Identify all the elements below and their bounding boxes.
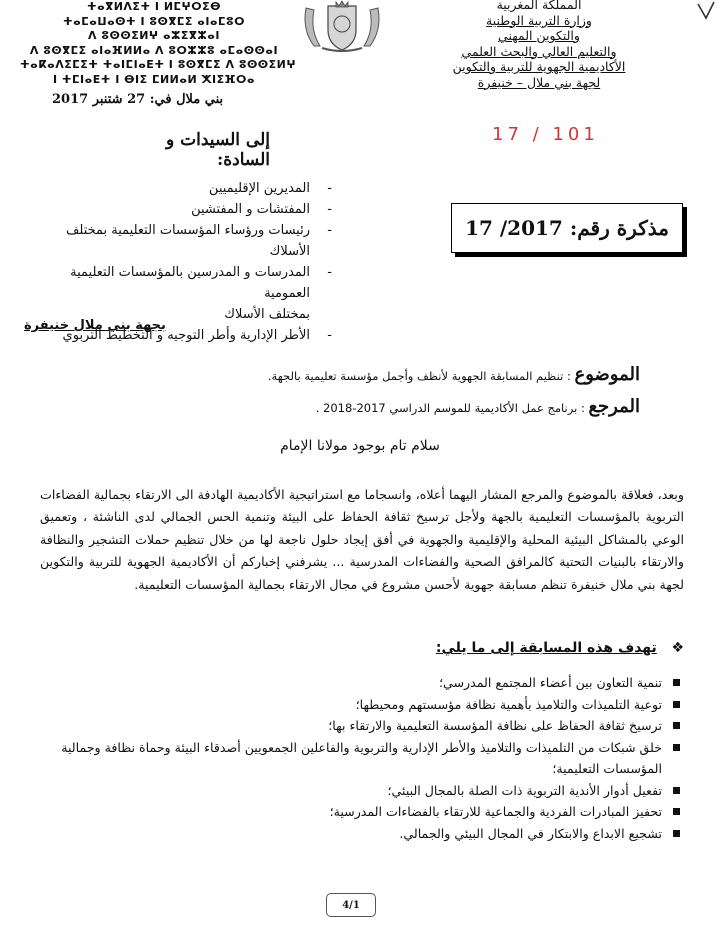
memo-number: 17 /2017 — [465, 216, 563, 240]
tifinagh-line: ⵜⴰⴳⵍⴷⵉⵜ ⵏ ⵍⵎⵖⵔⵉⴱ — [86, 0, 221, 13]
greeting: سلام تام بوجود مولانا الإمام — [280, 438, 440, 454]
region-line: بجهة بني ملال خنيفرة — [24, 318, 166, 333]
reference-label: المرجع — [588, 396, 640, 417]
square-bullet-icon — [673, 808, 680, 815]
subject-text: : تنظيم المسابقة الجهوية لأنظف وأجمل مؤسسة تعليمية بالجهة. — [267, 369, 571, 383]
goal-item: توعية التلميذات والتلاميذ بأهمية نظافة مؤسستهم ومحيطها؛ — [36, 694, 684, 716]
square-bullet-icon — [673, 722, 680, 729]
recipient-item: - الأطر الإدارية وأطر التوجيه و التخطيط التربوي — [62, 328, 332, 343]
page-number: 4/1 — [326, 893, 376, 917]
header-arabic — [374, 0, 704, 90]
arabic-header-line: وزارة التربية الوطنية — [486, 12, 592, 28]
tifinagh-line: ⴷ ⵓⵙⴳⵎⵉ ⴰⵏⴰⴼⵍⵍⴰ ⴷ ⵓⵔⵣⵣⵓ ⴰⵎⴰⵙⵙⴰⵏ — [29, 43, 279, 57]
square-bullet-icon — [673, 830, 680, 837]
recipient-item: - رئيسات ورؤساء المؤسسات التعليمية بمختلف الأسلاك — [65, 223, 332, 259]
subject-label: الموضوع — [574, 364, 640, 385]
goal-item: خلق شبكات من التلميذات والتلاميذ والأطر الإدارية والتربوية والفاعلين الجمعويين أصدقاء البيئة وحماة نظافة وجمالية المؤسسات التعليمية؛ — [36, 737, 684, 780]
body-paragraph: وبعد، فعلاقة بالموضوع والمرجع المشار اليهما أعلاه، وانسجاما مع استراتيجية الأكاديمية الهادفة الى الارتقاء بجمالية الفضاءات التربوية بالمؤسسات التعليمية بالجهة ولأجل ترسيخ ثقافة الحفاظ على البيئة وتنمية الحس الجمالي لدى الناشئة ، وتعميق الوعي بالمشاكل البيئية المحلية والإقليمية والجهوية في أفق إيجاد حلول ناجعة لها من خلال تنظيم حملات التشجير والنظافة والارتقاء بالبنيات التحتية كالمرافق الصحية والفضاءات المدرسية ... يشرفني إخباركم أن الأكاديمية الجهوية للتربية والتكوين لجهة بني ملال خنيفرة تنظم مسابقة جهوية لأحسن مشروع في مجال الارتقاء بجمالية المؤسسات التعليمية. — [40, 487, 684, 592]
date-line: بني ملال في: 27 شتنبر 2017 — [52, 92, 224, 107]
memo-number-box — [451, 203, 683, 253]
tifinagh-line: ⵜⴰⵎⴰⵡⴰⵙⵜ ⵏ ⵓⵙⴳⵎⵉ ⴰⵏⴰⵎⵓⵔ — [63, 14, 245, 28]
subject-line — [268, 364, 640, 385]
header-tifinagh — [20, 0, 297, 87]
reference-line — [316, 396, 640, 417]
coat-of-arms-icon — [300, 0, 384, 52]
goal-item: تنمية التعاون بين أعضاء المجتمع المدرسي؛ — [36, 672, 684, 694]
recipient-item: - المفتشات و المفتشين — [191, 202, 332, 217]
goal-item: ترسيخ ثقافة الحفاظ على نظافة المؤسسة التعليمية والارتقاء بها؛ — [36, 715, 684, 737]
reference-text: : برنامج عمل الأكاديمية للموسم الدراسي 2017-2018 . — [315, 401, 585, 415]
goal-item: تحفيز المبادرات الفردية والجماعية للارتقاء بالفضاءات المدرسية؛ — [36, 801, 684, 823]
square-bullet-icon — [673, 679, 680, 686]
goals-heading — [436, 640, 684, 656]
memo-label: مذكرة رقم: — [569, 216, 669, 240]
recipient-item: - المديرين الإقليميين — [208, 181, 332, 196]
square-bullet-icon — [673, 787, 680, 794]
tifinagh-line: ⵜⴰⴽⴰⴷⵉⵎⵉⵜ ⵜⴰⵏⵎⵏⴰⴹⵜ ⵏ ⵓⵙⴳⵎⵉ ⴷ ⵓⵙⵙⵉⵍⵖ — [20, 58, 297, 71]
recipient-continuation: بمختلف الأسلاك — [224, 307, 310, 322]
recipient-item: - المدرسات و المدرسين بالمؤسسات التعليمية العمومية — [70, 265, 332, 301]
arabic-header-line: والتكوين المهني — [498, 28, 580, 43]
tifinagh-line: ⴷ ⵓⵙⵙⵉⵍⵖ ⴰⵣⵉⴳⵣⴰⵏ — [88, 29, 220, 42]
tifinagh-line: ⵏ ⵜⵎⵏⴰⴹⵜ ⵏ ⴱⵏⵉ ⵎⵍⵍⴰⵍ ⵅⵏⵉⴼⵔⴰ — [52, 72, 256, 86]
square-bullet-icon — [673, 701, 680, 708]
goal-item: تشجيع الابداع والابتكار في المجال البيئي والجمالي. — [36, 823, 684, 845]
goals-list — [36, 672, 684, 844]
goal-item: تفعيل أدوار الأندية التربوية ذات الصلة بالمجال البيئي؛ — [36, 780, 684, 802]
square-bullet-icon — [673, 744, 680, 751]
diamond-bullet-icon: ❖ — [671, 640, 684, 656]
addressee-heading: إلى السيدات و السادة: — [166, 130, 270, 170]
arabic-header-line: المملكة المغربية — [496, 0, 582, 12]
arabic-header-line: الأكاديمية الجهوية للتربية والتكوين — [452, 59, 626, 74]
registration-stamp: 17 / 101 — [492, 124, 599, 145]
arabic-header-line: لجهة بني ملال – خنيفرة — [477, 74, 601, 90]
arabic-header-line: والتعليم العالي والبحث العلمي — [461, 43, 617, 59]
goals-title: تهدف هذه المسابقة إلى ما يلي: — [435, 640, 657, 656]
check-mark-icon — [694, 0, 718, 22]
